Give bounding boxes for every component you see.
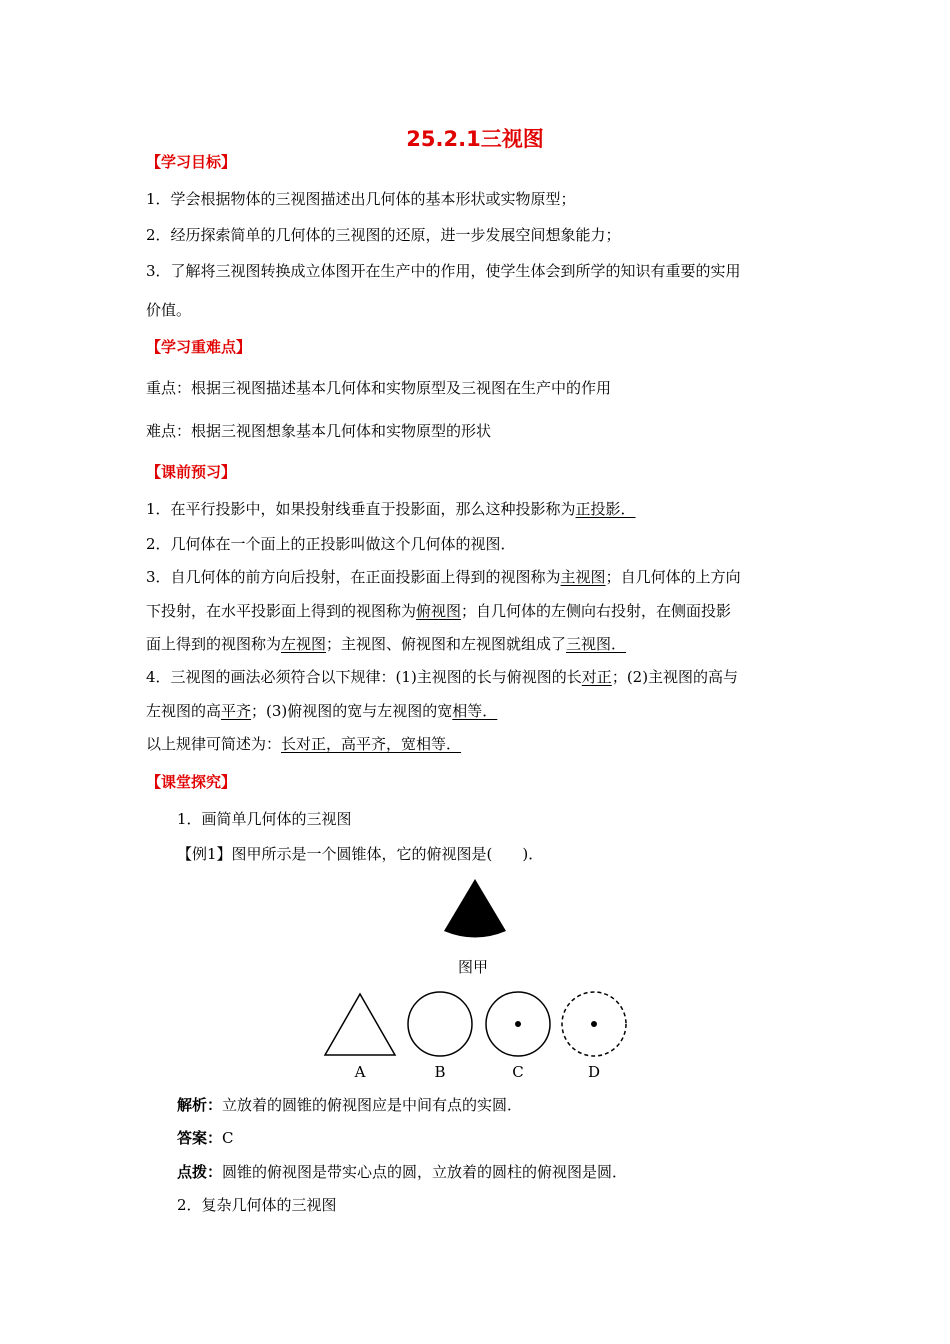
blank-answer: 左视图 <box>281 635 327 653</box>
answer-label: 答案： <box>177 1129 223 1147</box>
section-2-title: 2．复杂几何体的三视图 <box>177 1196 337 1214</box>
tip-text: 圆锥的俯视图是带实心点的圆，立放着的圆柱的俯视图是圆． <box>222 1163 628 1181</box>
preview-item-3-cont <box>146 634 626 654</box>
blank-answer: 主视图 <box>560 568 606 586</box>
goals-heading: 【学习目标】 <box>146 153 237 171</box>
preview-text: 以上规律可简述为： <box>146 735 282 753</box>
goal-item: 2．经历探索简单的几何体的三视图的还原，进一步发展空间想象能力； <box>146 226 621 244</box>
preview-item-4 <box>146 667 738 687</box>
preview-item-3 <box>146 567 741 587</box>
explore-heading: 【课堂探究】 <box>146 773 237 791</box>
analysis-label: 解析： <box>177 1096 223 1114</box>
preview-text: 4．三视图的画法必须符合以下规律：(1)主视图的长与俯视图的长 <box>146 668 582 686</box>
circle-b <box>408 992 472 1056</box>
preview-text: ；自几何体的上方向 <box>605 568 741 586</box>
preview-text: ；(3)俯视图的宽与左视图的宽 <box>251 702 453 720</box>
preview-text: 1．在平行投影中，如果投射线垂直于投影面，那么这种投影称为 <box>146 500 576 518</box>
blank-answer: 平齐 <box>221 702 252 720</box>
key-point: 重点：根据三视图描述基本几何体和实物原型及三视图在生产中的作用 <box>146 379 612 397</box>
tip <box>177 1162 627 1182</box>
page-title: 25.2.1三视图 <box>406 127 544 151</box>
preview-text: ；主视图、俯视图和左视图就组成了 <box>326 635 567 653</box>
center-dot-d <box>591 1021 597 1027</box>
goal-item: 价值。 <box>146 301 192 319</box>
option-label-c: C <box>512 1063 524 1081</box>
analysis <box>177 1095 522 1115</box>
blank-answer: 正投影． <box>575 500 636 518</box>
preview-text: 面上得到的视图称为 <box>146 635 282 653</box>
preview-text: 3．自几何体的前方向后投射，在正面投影面上得到的视图称为 <box>146 568 561 586</box>
preview-item-3-cont <box>146 601 731 621</box>
difficult-point: 难点：根据三视图想象基本几何体和实物原型的形状 <box>146 422 492 440</box>
preview-item-2: 2．几何体在一个面上的正投影叫做这个几何体的视图． <box>146 535 516 553</box>
preview-text: 下投射，在水平投影面上得到的视图称为 <box>146 602 417 620</box>
preview-summary <box>146 734 461 754</box>
section-1-title: 1．画简单几何体的三视图 <box>177 810 352 828</box>
cone-figure <box>440 876 510 942</box>
goal-item: 3．了解将三视图转换成立体图开在生产中的作用，使学生体会到所学的知识有重要的实用 <box>146 262 741 280</box>
blank-answer: 俯视图 <box>416 602 462 620</box>
blank-answer: 三视图． <box>566 635 627 653</box>
preview-text: ；(2)主视图的高与 <box>611 668 739 686</box>
answer <box>177 1128 234 1148</box>
key-heading: 【学习重难点】 <box>146 338 252 356</box>
preview-item-1 <box>146 499 636 519</box>
tip-label: 点拨： <box>177 1163 223 1181</box>
preview-text: ；自几何体的左侧向右投射，在侧面投影 <box>461 602 732 620</box>
options-figure <box>320 990 640 1060</box>
blank-answer: 长对正，高平齐，宽相等． <box>281 735 462 753</box>
example-1: 【例1】图甲所示是一个圆锥体，它的俯视图是( )． <box>177 845 544 863</box>
preview-item-4-cont <box>146 701 497 721</box>
cone-shape <box>444 879 506 938</box>
blank-answer: 相等． <box>452 702 498 720</box>
option-label-b: B <box>434 1063 446 1081</box>
answer-text: C <box>222 1129 234 1147</box>
option-label-d: D <box>587 1063 601 1081</box>
triangle-shape <box>325 994 395 1055</box>
analysis-text: 立放着的圆锥的俯视图应是中间有点的实圆． <box>222 1096 523 1114</box>
goal-item: 1．学会根据物体的三视图描述出几何体的基本形状或实物原型； <box>146 190 576 208</box>
preview-text: 左视图的高 <box>146 702 222 720</box>
figure-caption: 图甲 <box>458 958 489 976</box>
preview-heading: 【课前预习】 <box>146 463 237 481</box>
center-dot-c <box>515 1021 521 1027</box>
blank-answer: 对正 <box>581 668 612 686</box>
option-label-a: A <box>354 1063 366 1081</box>
